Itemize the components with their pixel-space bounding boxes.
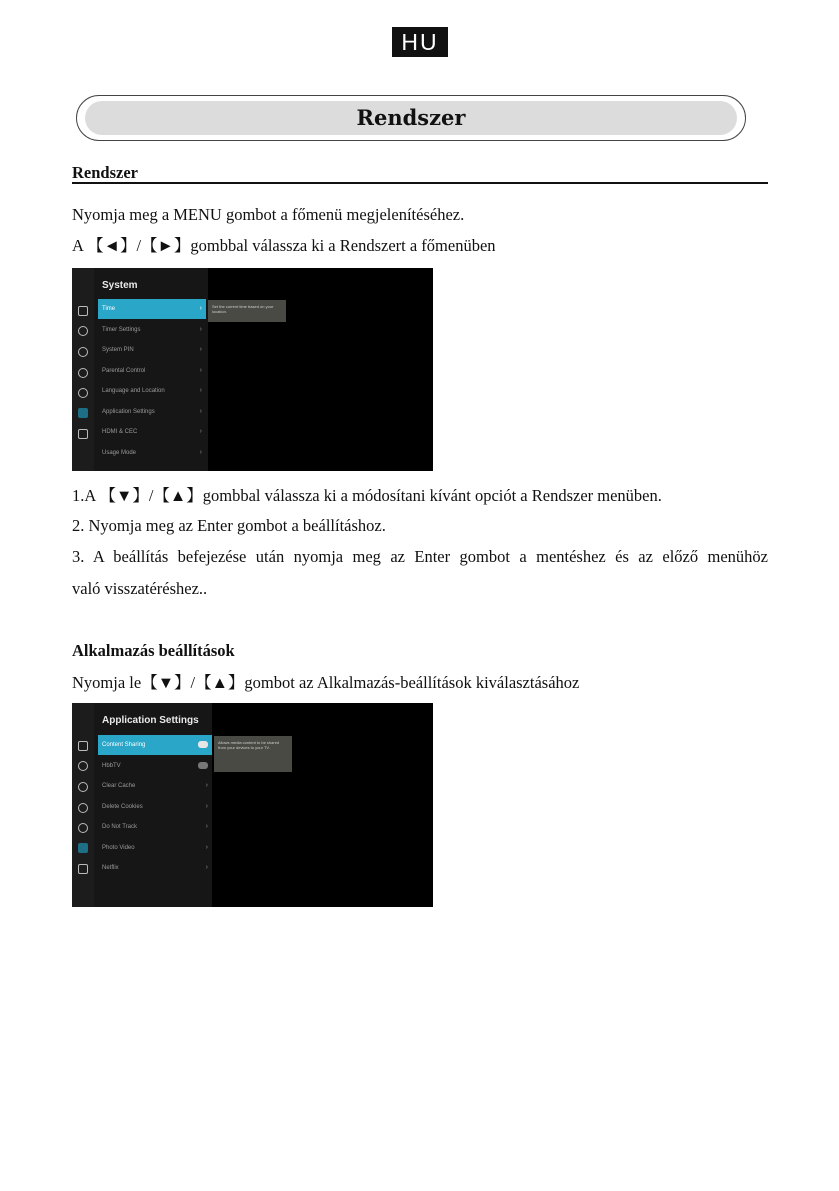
sound-icon (78, 326, 88, 336)
step-3: 3. A beállítás befejezése után nyomja meg az Enter gombot a mentéshez és az előző menühöz (72, 547, 768, 566)
channel-icon (78, 803, 88, 813)
application-settings-item[interactable] (98, 735, 212, 755)
chevron-right-icon: › (199, 387, 202, 394)
system-menu-item-label: Timer Settings (102, 326, 141, 333)
system-menu-item[interactable] (98, 402, 206, 422)
chevron-right-icon: › (205, 802, 208, 810)
support-icon (78, 864, 88, 874)
menu-icon-bar (72, 703, 94, 907)
system-menu-item[interactable] (98, 443, 206, 463)
system-menu-title: System (102, 280, 138, 291)
language-badge: HU (392, 27, 448, 57)
application-settings-item[interactable] (98, 838, 212, 858)
application-settings-item[interactable] (98, 858, 212, 878)
chevron-right-icon: › (205, 864, 208, 871)
system-menu-item-label: Usage Mode (102, 449, 137, 456)
picture-icon (78, 741, 88, 751)
chapter-banner (76, 95, 746, 141)
accessibility-icon (78, 823, 88, 833)
system-menu-item-label: HDMI & CEC (102, 429, 138, 435)
chapter-title: Rendszer (85, 101, 737, 135)
step-2: 2. Nyomja meg az Enter gombot a beállításhoz. (72, 516, 386, 535)
application-settings-item[interactable] (98, 756, 212, 776)
instruction-open-menu: Nyomja meg a MENU gombot a főmenü megjelenítéséhez. (72, 205, 465, 224)
system-menu-item[interactable] (98, 361, 206, 381)
system-menu-item-label: Application Settings (102, 408, 155, 415)
section-title-rendszer: Rendszer (72, 163, 138, 182)
chevron-right-icon: › (205, 823, 208, 830)
chevron-right-icon: › (199, 346, 202, 353)
section-title-app-settings: Alkalmazás beállítások (72, 641, 235, 660)
instruction-select-system: A 【◄】/【►】gombbal válassza ki a Rendszert a főmenüben (72, 236, 496, 255)
chevron-right-icon: › (199, 325, 202, 333)
chevron-right-icon: › (199, 448, 202, 456)
application-settings-item-label: HbbTV (102, 762, 121, 769)
application-settings-item-label: Photo Video (102, 844, 135, 851)
menu-icon-bar (72, 268, 94, 471)
system-icon (78, 843, 88, 853)
support-icon (78, 429, 88, 439)
application-settings-item[interactable] (98, 776, 212, 796)
toggle-switch[interactable] (198, 741, 208, 748)
application-settings-item-label: Content Sharing (102, 742, 146, 748)
picture-icon (78, 306, 88, 316)
step-1: 1.A 【▼】/【▲】gombbal válassza ki a módosítani kívánt opciót a Rendszer menüben. (72, 486, 662, 505)
system-menu-item-label: Parental Control (102, 367, 146, 374)
network-icon (78, 782, 88, 792)
chevron-right-icon: › (199, 428, 202, 435)
system-icon (78, 408, 88, 418)
application-settings-item-label: Do Not Track (102, 824, 138, 830)
step-3-continued: való visszatéréshez.. (72, 579, 208, 598)
system-menu-item-label: Language and Location (102, 388, 165, 394)
system-menu-item[interactable] (98, 381, 206, 401)
application-settings-item[interactable] (98, 817, 212, 837)
system-menu-item[interactable] (98, 340, 206, 360)
chevron-right-icon: › (199, 407, 202, 415)
chevron-right-icon: › (205, 782, 208, 789)
chevron-right-icon: › (205, 843, 208, 851)
section-divider (72, 182, 768, 184)
toggle-switch[interactable] (198, 762, 208, 769)
system-menu-item-label: Time (102, 306, 116, 312)
application-settings-item-label: Netflix (102, 865, 119, 871)
system-menu-screenshot (72, 268, 433, 471)
chevron-right-icon: › (199, 366, 202, 374)
application-settings-item[interactable] (98, 797, 212, 817)
system-menu-item-label: System PIN (102, 347, 134, 353)
accessibility-icon (78, 388, 88, 398)
application-settings-title: Application Settings (102, 715, 199, 726)
network-icon (78, 347, 88, 357)
instruction-select-app-settings: Nyomja le【▼】/【▲】gombot az Alkalmazás-beállítások kiválasztásához (72, 673, 580, 692)
system-menu-item[interactable] (98, 320, 206, 340)
system-menu-item[interactable] (98, 422, 206, 442)
channel-icon (78, 368, 88, 378)
system-menu-tooltip: Set the current time based on your location. (208, 300, 286, 322)
system-menu-item[interactable] (98, 299, 206, 319)
chevron-right-icon: › (199, 305, 202, 312)
sound-icon (78, 761, 88, 771)
application-settings-screenshot (72, 703, 433, 907)
application-settings-item-label: Clear Cache (102, 783, 136, 789)
application-settings-item-label: Delete Cookies (102, 803, 143, 810)
application-settings-tooltip: Allows media content to be shared from your devices to your TV. (214, 736, 292, 772)
